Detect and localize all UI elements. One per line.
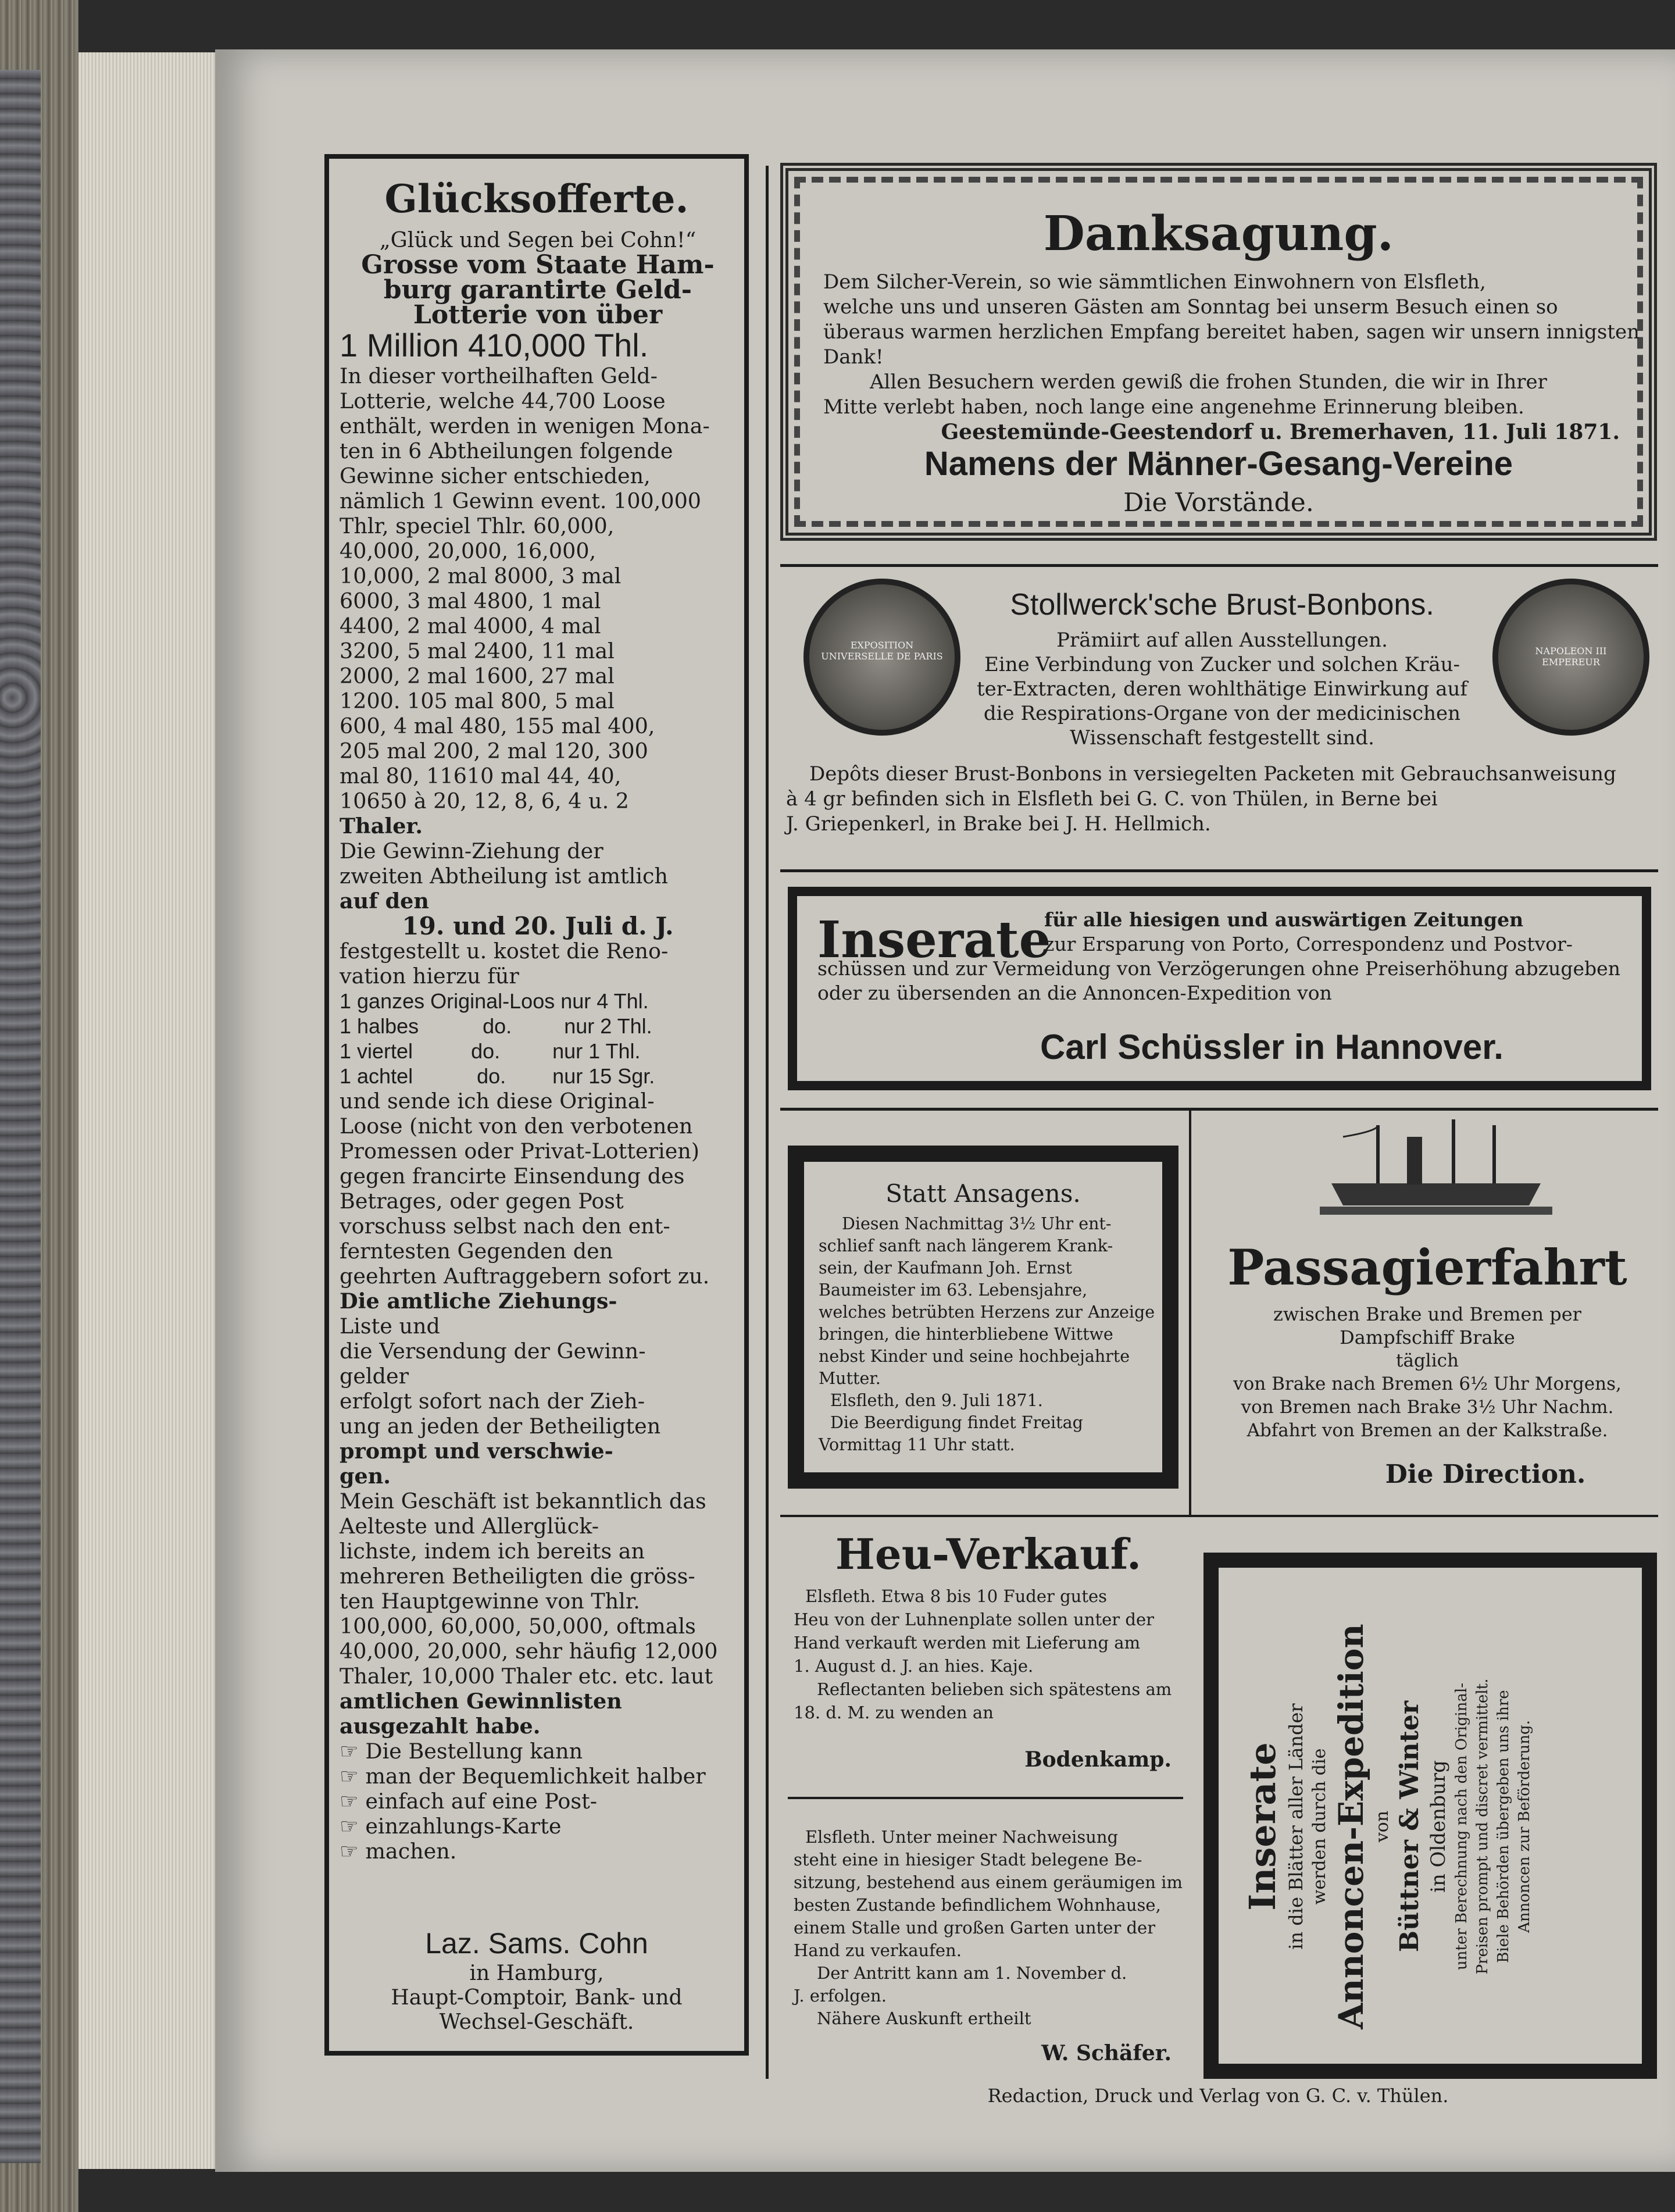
statt-line: Elsfleth, den 9. Juli 1871. xyxy=(830,1391,1043,1410)
steamship-icon xyxy=(1320,1114,1552,1224)
lottery-body xyxy=(340,227,736,1864)
schaefer-line: Nähere Auskunft ertheilt xyxy=(817,2008,1031,2028)
danksagung-line: Allen Besuchern werden gewiß die frohen Stunden, die wir in Ihrer xyxy=(870,370,1547,394)
buettner-line: in die Blätter aller Länder xyxy=(1285,1703,1307,1950)
inserate-line: schüssen und zur Vermeidung von Verzögerungen ohne Preiserhöhung abzugeben xyxy=(817,957,1620,980)
lottery-title: Glücksofferte. xyxy=(384,176,689,222)
lottery-line: gelder xyxy=(340,1364,409,1389)
stollwerck-line: Wissenschaft festgestellt sind. xyxy=(1070,726,1374,750)
lottery-line: 10,000, 2 mal 8000, 3 mal xyxy=(340,563,622,588)
danksagung-line: Geestemünde-Geestendorf u. Bremerhaven, 11. Juli 1871. xyxy=(941,420,1620,444)
statt-line: Baumeister im 63. Lebensjahre, xyxy=(819,1280,1088,1300)
stollwerck-line: die Respirations-Organe von der medicinischen xyxy=(983,702,1461,725)
imprint: Redaction, Druck und Verlag von G. C. v. Thülen. xyxy=(987,2085,1449,2107)
lottery-line: ☞ einfach auf eine Post- xyxy=(340,1789,598,1814)
buettner-line: von xyxy=(1372,1810,1392,1843)
lottery-line: zweiten Abtheilung ist amtlich xyxy=(340,864,668,889)
heu-line: 1. August d. J. an hies. Kaje. xyxy=(794,1656,1034,1676)
napoleon-medal xyxy=(1492,579,1649,736)
heu-line: Elsfleth. Etwa 8 bis 10 Fuder gutes xyxy=(805,1586,1108,1606)
section-rule xyxy=(780,564,1658,567)
passagier-line: täglich xyxy=(1396,1350,1459,1371)
lottery-line: mehreren Betheiligten die gröss- xyxy=(340,1564,695,1589)
marbled-cover xyxy=(0,70,41,2163)
section-rule xyxy=(780,1515,1658,1517)
lottery-line: ☞ einzahlungs-Karte xyxy=(340,1814,562,1839)
buettner-line: Inserate xyxy=(1241,1742,1284,1911)
passagier-footer: Die Direction. xyxy=(1385,1460,1586,1489)
schaefer-line: Elsfleth. Unter meiner Nachweisung xyxy=(805,1827,1119,1847)
danksagung-line: überaus warmen herzlichen Empfang bereitet haben, sagen wir unsern innigsten xyxy=(823,320,1640,344)
statt-body xyxy=(819,1213,1155,1456)
schaefer-body xyxy=(794,1826,1189,2030)
lottery-signature: Laz. Sams. Cohn xyxy=(425,1927,648,1960)
lottery-line: 1200. 105 mal 800, 5 mal xyxy=(340,688,615,713)
signature-line: Wechsel-Geschäft. xyxy=(439,2010,634,2034)
lottery-line: ung an jeden der Betheiligten xyxy=(340,1414,661,1439)
passagier-line: zwischen Brake und Bremen per xyxy=(1273,1303,1581,1325)
lottery-line: Gewinne sicher entschieden, xyxy=(340,463,651,488)
passagier-line: Abfahrt von Bremen an der Kalkstraße. xyxy=(1247,1420,1608,1441)
danksagung-ad xyxy=(780,163,1657,541)
statt-line: bringen, die hinterbliebene Wittwe xyxy=(819,1325,1113,1344)
lottery-line: 40,000, 20,000, 16,000, xyxy=(340,538,597,563)
danksagung-line: Mitte verlebt haben, noch lange eine angenehme Erinnerung bleiben. xyxy=(823,395,1524,419)
lottery-line: enthält, werden in wenigen Mona- xyxy=(340,413,710,438)
lottery-line: gen. xyxy=(340,1464,391,1489)
section-rule xyxy=(780,869,1658,872)
lottery-line: und sende ich diese Original- xyxy=(340,1089,655,1114)
lottery-line: ☞ machen. xyxy=(340,1839,457,1864)
lottery-signature-lines xyxy=(329,1961,744,2035)
danksagung-names: Namens der Männer-Gesang-Vereine xyxy=(924,445,1513,483)
buettner-line: Annoncen-Expedition xyxy=(1331,1624,1371,2029)
statt-line: nebst Kinder und seine hochbejahrte xyxy=(819,1347,1130,1366)
lottery-line: 3200, 5 mal 2400, 11 mal xyxy=(340,638,615,663)
passagier-body xyxy=(1201,1303,1654,1442)
statt-ansagens-ad xyxy=(788,1146,1178,1489)
lottery-line: auf den xyxy=(340,889,429,914)
lottery-line: In dieser vortheilhaften Geld- xyxy=(340,363,658,388)
lottery-line: vorschuss selbst nach den ent- xyxy=(340,1214,670,1239)
schaefer-line: Hand zu verkaufen. xyxy=(794,1940,962,1960)
buettner-line: Biele Behörden übergeben uns ihre xyxy=(1495,1690,1512,1963)
buettner-line: unter Berechnung nach den Original- xyxy=(1453,1683,1470,1970)
lottery-line: Thlr, speciel Thlr. 60,000, xyxy=(340,513,615,538)
heu-line: 18. d. M. zu wenden an xyxy=(794,1703,994,1722)
column-rule xyxy=(766,166,769,2079)
lottery-line: gegen francirte Einsendung des xyxy=(340,1164,685,1189)
exposition-medal xyxy=(803,579,960,736)
schaefer-line: steht eine in hiesiger Stadt belegene Be- xyxy=(794,1850,1142,1870)
lottery-line: 6000, 3 mal 4800, 1 mal xyxy=(340,588,601,613)
stollwerck-body xyxy=(955,628,1490,750)
lottery-line: 600, 4 mal 480, 155 mal 400, xyxy=(340,713,655,738)
lottery-line: festgestellt u. kostet die Reno- xyxy=(340,939,669,964)
statt-line: sein, der Kaufmann Joh. Ernst xyxy=(819,1258,1072,1278)
stollwerck-depot-line: J. Griepenkerl, in Brake bei J. H. Hellmich. xyxy=(786,812,1211,836)
lottery-line: Die amtliche Ziehungs- xyxy=(340,1289,617,1314)
lottery-line: 205 mal 200, 2 mal 120, 300 xyxy=(340,738,648,764)
lottery-line: 1 Million 410,000 Thl. xyxy=(340,327,649,363)
newspaper-page xyxy=(215,49,1675,2172)
lottery-line: Lotterie, welche 44,700 Loose xyxy=(340,388,666,413)
stollwerck-line: Eine Verbindung von Zucker und solchen Kräu- xyxy=(984,653,1460,676)
heu-verkauf-ad xyxy=(788,1521,1189,1794)
lottery-line: 1 viertel do. nur 1 Thl. xyxy=(340,1039,641,1063)
stollwerck-ad xyxy=(780,570,1658,861)
danksagung-line: Dem Silcher-Verein, so wie sämmtlichen Einwohnern von Elsfleth, xyxy=(823,270,1486,294)
lottery-line: burg garantirte Geld- xyxy=(383,275,692,305)
lottery-line: ☞ Die Bestellung kann xyxy=(340,1739,583,1764)
schuessler-ad xyxy=(788,887,1651,1090)
schaefer-line: besten Zustande befindlichem Wohnhause, xyxy=(794,1895,1161,1915)
heu-title: Heu-Verkauf. xyxy=(835,1529,1142,1579)
passagier-title: Passagierfahrt xyxy=(1227,1239,1627,1296)
passagier-line: von Bremen nach Brake 3½ Uhr Nachm. xyxy=(1241,1397,1614,1418)
lottery-line: Lotterie von über xyxy=(413,300,663,330)
schaefer-line: sitzung, bestehend aus einem geräumigen im xyxy=(794,1872,1183,1892)
lottery-line: „Glück und Segen bei Cohn!“ xyxy=(379,227,697,252)
statt-line: welches betrübten Herzens zur Anzeige xyxy=(819,1303,1155,1322)
schaefer-ad xyxy=(788,1803,1189,2082)
lottery-line: Loose (nicht von den verbotenen xyxy=(340,1114,693,1139)
signature-line: in Hamburg, xyxy=(469,1961,604,1985)
lottery-line: 1 achtel do. nur 15 Sgr. xyxy=(340,1064,655,1088)
schaefer-line: J. erfolgen. xyxy=(794,1986,887,2006)
danksagung-footer: Die Vorstände. xyxy=(1123,488,1314,518)
lottery-line: ausgezahlt habe. xyxy=(340,1714,541,1739)
lottery-line: 19. und 20. Juli d. J. xyxy=(402,912,674,940)
stollwerck-depot-line: Depôts dieser Brust-Bonbons in versiegelten Packeten mit Gebrauchsanweisung xyxy=(809,762,1616,786)
lottery-line: nämlich 1 Gewinn event. 100,000 xyxy=(340,488,702,513)
lottery-line: Thaler, 10,000 Thaler etc. etc. laut xyxy=(340,1664,713,1689)
danksagung-body xyxy=(823,270,1640,445)
buettner-body xyxy=(1242,1606,1535,2059)
heu-line: Reflectanten belieben sich spätestens am xyxy=(817,1679,1172,1699)
statt-line: Vormittag 11 Uhr statt. xyxy=(819,1435,1015,1454)
inserate-name: Carl Schüssler in Hannover. xyxy=(1040,1027,1503,1066)
inserate-line: für alle hiesigen und auswärtigen Zeitungen xyxy=(1044,908,1524,931)
passagier-line: von Brake nach Bremen 6½ Uhr Morgens, xyxy=(1233,1373,1622,1394)
lottery-line: Die Gewinn-Ziehung der xyxy=(340,839,603,864)
stollwerck-depot-line: à 4 gr befinden sich in Elsfleth bei G. C. von Thülen, in Berne bei xyxy=(786,787,1438,811)
lottery-line: 40,000, 20,000, sehr häufig 12,000 xyxy=(340,1639,718,1664)
lottery-line: 10650 à 20, 12, 8, 6, 4 u. 2 xyxy=(340,789,629,814)
lottery-line: geehrten Auftraggebern sofort zu. xyxy=(340,1264,710,1289)
inserate-heading: Inserate xyxy=(817,911,1051,969)
stollwerck-line: Prämiirt auf allen Ausstellungen. xyxy=(1056,629,1388,652)
lottery-line: 2000, 2 mal 1600, 27 mal xyxy=(340,663,615,688)
danksagung-line: welche uns und unseren Gästen am Sonntag bei unserm Besuch einen so xyxy=(823,295,1558,319)
lottery-line: die Versendung der Gewinn- xyxy=(340,1339,646,1364)
stollwerck-title: Stollwerck'sche Brust-Bonbons. xyxy=(1010,588,1434,622)
danksagung-title: Danksagung. xyxy=(1043,206,1394,262)
inserate-line: zur Ersparung von Porto, Correspondenz und Postvor- xyxy=(1044,933,1573,955)
medal-right-label: NAPOLEON III EMPEREUR xyxy=(1535,645,1607,668)
lottery-line: amtlichen Gewinnlisten xyxy=(340,1689,622,1714)
section-rule xyxy=(780,1108,1658,1111)
heu-body xyxy=(794,1585,1189,1724)
statt-title: Statt Ansagens. xyxy=(885,1179,1081,1208)
lottery-line: Promessen oder Privat-Lotterien) xyxy=(340,1139,700,1164)
inserate-line: oder zu übersenden an die Annoncen-Expedition von xyxy=(817,982,1332,1004)
lottery-line: Thaler. xyxy=(340,814,423,839)
medal-left-label: EXPOSITION UNIVERSELLE DE PARIS xyxy=(821,640,943,662)
column-rule-right xyxy=(1189,1111,1191,1515)
buettner-winter-ad xyxy=(1203,1553,1657,2079)
lottery-line: erfolgt sofort nach der Zieh- xyxy=(340,1389,645,1414)
lottery-line: 4400, 2 mal 4000, 4 mal xyxy=(340,613,601,638)
statt-line: Mutter. xyxy=(819,1369,881,1388)
lottery-line: 1 ganzes Original-Loos nur 4 Thl. xyxy=(340,989,649,1013)
lottery-ad xyxy=(324,154,749,2056)
stollwerck-depots xyxy=(786,762,1652,837)
stollwerck-line: ter-Extracten, deren wohlthätige Einwirkung auf xyxy=(977,677,1467,701)
schaefer-line: einem Stalle und großen Garten unter der xyxy=(794,1918,1156,1938)
lottery-line: ten Hauptgewinne von Thlr. xyxy=(340,1589,640,1614)
statt-line: schlief sanft nach längerem Krank- xyxy=(819,1236,1113,1255)
lottery-line: ferntesten Gegenden den xyxy=(340,1239,613,1264)
passagier-line: Dampfschiff Brake xyxy=(1340,1326,1515,1348)
danksagung-line: Dank! xyxy=(823,345,884,369)
passagierfahrt-ad xyxy=(1195,1114,1660,1509)
inserate-body xyxy=(817,908,1624,1005)
lottery-line: prompt und verschwie- xyxy=(340,1439,613,1464)
lottery-line: 100,000, 60,000, 50,000, oftmals xyxy=(340,1614,696,1639)
lottery-line: ☞ man der Bequemlichkeit halber xyxy=(340,1764,706,1789)
section-rule xyxy=(788,1797,1183,1799)
schaefer-sign: W. Schäfer. xyxy=(1041,2041,1172,2065)
page-stack xyxy=(78,52,215,2169)
lottery-line: ten in 6 Abtheilungen folgende xyxy=(340,438,673,463)
buettner-line: Büttner & Winter xyxy=(1395,1700,1424,1953)
lottery-line: Grosse vom Staate Ham- xyxy=(361,250,715,280)
buettner-line: Annoncen zur Beförderung. xyxy=(1516,1720,1533,1933)
heu-line: Heu von der Luhnenplate sollen unter der xyxy=(794,1610,1154,1629)
heu-line: Hand verkauft werden mit Lieferung am xyxy=(794,1633,1141,1653)
buettner-line: in Oldenburg xyxy=(1427,1760,1450,1893)
heu-sign: Bodenkamp. xyxy=(1024,1747,1172,1772)
lottery-line: Mein Geschäft ist bekanntlich das xyxy=(340,1489,706,1514)
lottery-line: vation hierzu für xyxy=(340,964,519,989)
buettner-line: Preisen prompt und discret vermittelt. xyxy=(1474,1678,1491,1975)
lottery-line: Aelteste und Allerglück- xyxy=(340,1514,599,1539)
lottery-line: 1 halbes do. nur 2 Thl. xyxy=(340,1014,652,1038)
statt-line: Diesen Nachmittag 3½ Uhr ent- xyxy=(842,1214,1112,1233)
lottery-line: Liste und xyxy=(340,1314,440,1339)
statt-line: Die Beerdigung findet Freitag xyxy=(830,1413,1083,1432)
schaefer-line: Der Antritt kann am 1. November d. xyxy=(817,1963,1127,1983)
lottery-line: lichste, indem ich bereits an xyxy=(340,1539,645,1564)
lottery-line: Betrages, oder gegen Post xyxy=(340,1189,624,1214)
signature-line: Haupt-Comptoir, Bank- und xyxy=(391,1986,683,2010)
buettner-line: werden durch die xyxy=(1309,1748,1330,1905)
lottery-line: mal 80, 11610 mal 44, 40, xyxy=(340,764,622,789)
